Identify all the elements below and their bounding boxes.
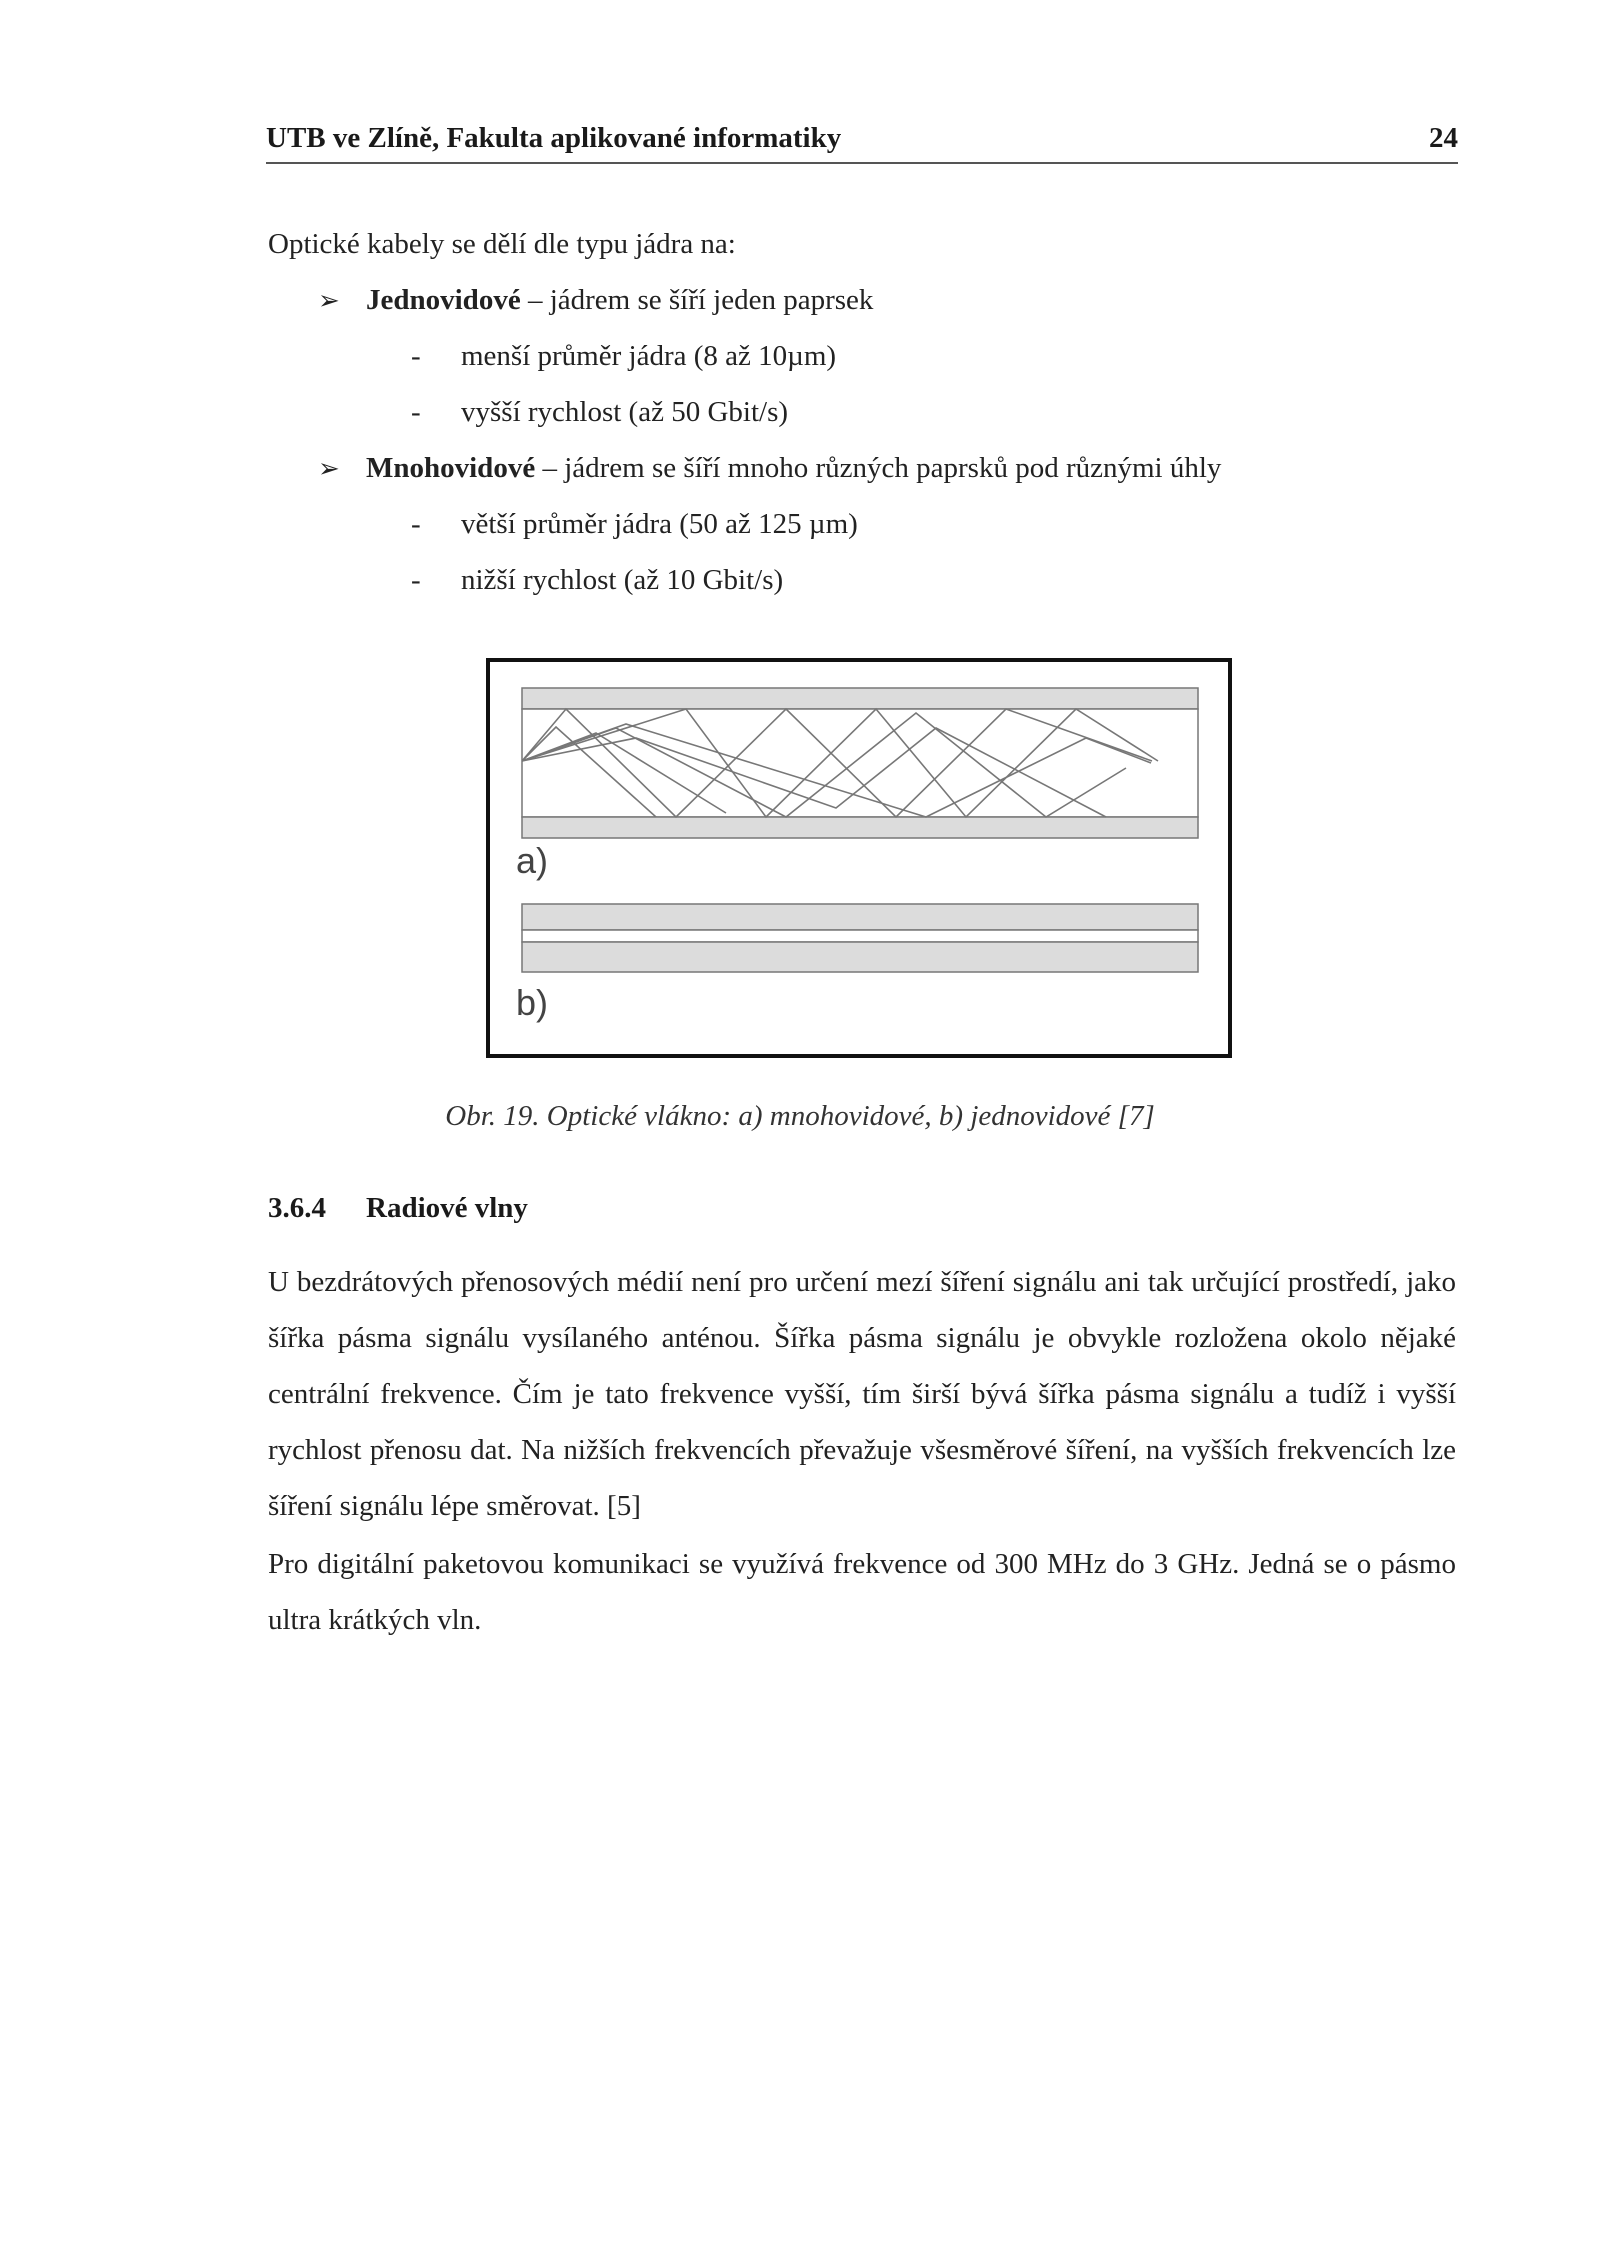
singlemode-cladding-bottom: [522, 942, 1198, 972]
figure-caption: Obr. 19. Optické vlákno: a) mnohovidové, b) jednovidové [7]: [445, 1100, 1155, 1132]
sub-item: - vyšší rychlost (až 50 Gbit/s): [411, 396, 789, 428]
singlemode-cladding-top: [522, 904, 1198, 930]
paragraph: U bezdrátových přenosových médií není pro určení mezí šíření signálu ani tak určující prostředí, jako šířka pásma signálu vysílaného anténou. Šířka pásma signálu je obvykle rozložena okolo nějaké centrální frekvence. Čím je tato frekvence vyšší, tím širší bývá šířka pásma signálu a tudíž i vyšší rychlost přenosu dat. Na nižších frekvencích převažuje všesměrové šíření, na vyšších frekvencích lze šíření signálu lépe směrovat. [5]: [268, 1266, 1456, 1522]
multimode-cladding-bottom: [522, 817, 1198, 838]
section-number: 3.6.4: [268, 1192, 326, 1224]
page-number: 24: [1429, 122, 1458, 154]
label-a: a): [516, 840, 549, 881]
arrow-bullet-icon: ➢: [318, 454, 340, 484]
page-header: [266, 118, 1458, 164]
term-description: – jádrem se šíří jeden paprsek: [520, 284, 874, 316]
running-title: UTB ve Zlíně, Fakulta aplikované informatiky: [266, 122, 842, 154]
multimode-cladding-top: [522, 688, 1198, 709]
term-multimode: Mnohovidové: [366, 452, 536, 484]
term-singlemode: Jednovidové: [366, 284, 521, 316]
list-item-singlemode: [318, 284, 873, 317]
term-description: – jádrem se šíří mnoho různých paprsků pod různými úhly: [535, 452, 1222, 484]
optical-fiber-figure: [486, 658, 1232, 1058]
section-title: Radiové vlny: [366, 1192, 528, 1224]
label-b: b): [516, 982, 549, 1023]
sub-item: - nižší rychlost (až 10 Gbit/s): [411, 564, 784, 596]
arrow-bullet-icon: ➢: [318, 286, 340, 316]
singlemode-core: [522, 930, 1198, 942]
section-heading: [268, 1192, 528, 1225]
list-item-multimode: [318, 452, 1221, 485]
intro-text: Optické kabely se dělí dle typu jádra na:: [268, 228, 736, 260]
sub-item: - menší průměr jádra (8 až 10µm): [411, 340, 837, 372]
sub-item: - větší průměr jádra (50 až 125 µm): [411, 508, 858, 540]
paragraph: Pro digitální paketovou komunikaci se využívá frekvence od 300 MHz do 3 GHz. Jedná se o pásmo ultra krátkých vln.: [268, 1548, 1456, 1636]
